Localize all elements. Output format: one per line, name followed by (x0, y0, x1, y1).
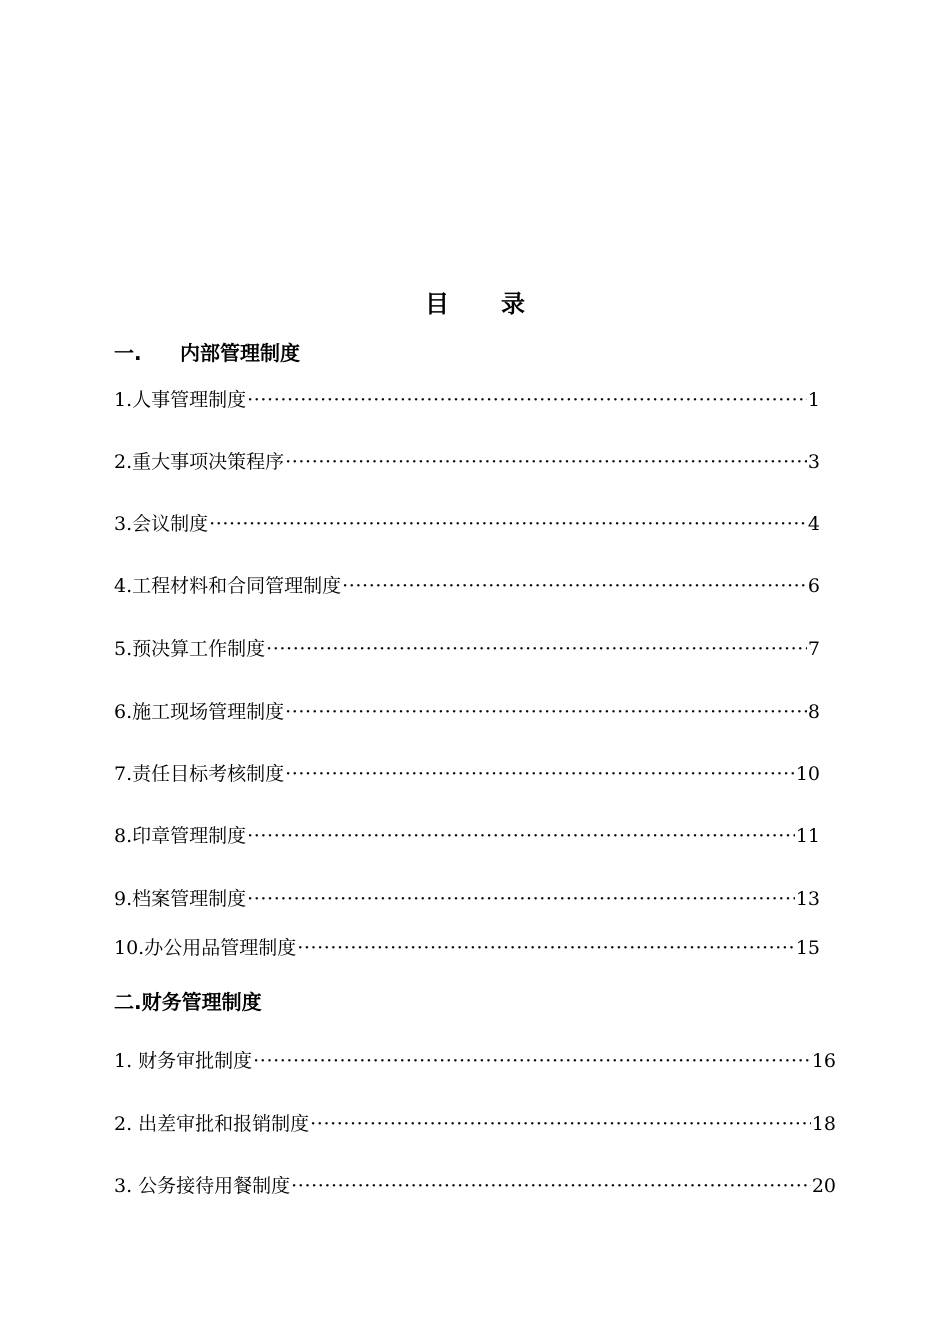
section-number: 二. (114, 990, 142, 1014)
toc-entry-page: 10 (795, 763, 820, 785)
dot-leader (285, 698, 807, 726)
toc-entry-label: 9.档案管理制度 (114, 888, 247, 910)
toc-entry-page: 18 (811, 1113, 836, 1135)
toc-entry[interactable] (114, 934, 820, 962)
section-title: 内部管理制度 (180, 341, 300, 365)
toc-title-char-1: 目 (425, 290, 449, 318)
dot-leader (342, 572, 807, 600)
dot-leader (247, 386, 807, 414)
dot-leader (247, 822, 795, 850)
toc-entry-label: 10.办公用品管理制度 (114, 937, 297, 959)
toc-entry-page: 4 (807, 513, 820, 535)
toc-entry-label: 7.责任目标考核制度 (114, 763, 285, 785)
toc-entry[interactable] (114, 635, 820, 663)
section-heading-internal-management (114, 337, 300, 366)
toc-entry[interactable] (114, 510, 820, 538)
toc-entry-page: 13 (795, 888, 820, 910)
section-number: 一. (114, 341, 142, 365)
toc-entry[interactable] (114, 1047, 836, 1075)
toc-entry[interactable] (114, 386, 820, 414)
dot-leader (285, 448, 807, 476)
toc-entry-label: 3. 公务接待用餐制度 (114, 1175, 291, 1197)
toc-entry[interactable] (114, 572, 820, 600)
toc-entry-label: 1. 财务审批制度 (114, 1050, 253, 1072)
dot-leader (291, 1172, 811, 1200)
toc-entry-label: 2.重大事项决策程序 (114, 451, 285, 473)
toc-entry-page: 8 (807, 701, 820, 723)
dot-leader (285, 760, 795, 788)
toc-entry[interactable] (114, 1172, 836, 1200)
toc-entry[interactable] (114, 448, 820, 476)
section-title: 财务管理制度 (141, 990, 262, 1014)
dot-leader (310, 1110, 811, 1138)
toc-entry-page: 20 (811, 1175, 836, 1197)
toc-entry[interactable] (114, 1110, 836, 1138)
toc-entry-page: 15 (795, 937, 820, 959)
dot-leader (266, 635, 807, 663)
toc-entry-label: 8.印章管理制度 (114, 825, 247, 847)
toc-entry-label: 3.会议制度 (114, 513, 209, 535)
toc-entry-page: 6 (807, 575, 820, 597)
toc-title-char-2: 录 (501, 290, 525, 318)
toc-entry[interactable] (114, 698, 820, 726)
toc-entry-page: 3 (807, 451, 820, 473)
dot-leader (297, 934, 795, 962)
toc-entry[interactable] (114, 822, 820, 850)
toc-entry-label: 5.预决算工作制度 (114, 638, 266, 660)
dot-leader (247, 885, 795, 913)
section-heading-financial-management (114, 986, 262, 1015)
toc-entry[interactable] (114, 760, 820, 788)
toc-entry-label: 4.工程材料和合同管理制度 (114, 575, 342, 597)
toc-entry[interactable] (114, 885, 820, 913)
dot-leader (209, 510, 807, 538)
toc-entry-page: 11 (795, 825, 820, 847)
toc-entry-label: 2. 出差审批和报销制度 (114, 1113, 310, 1135)
toc-entry-page: 16 (811, 1050, 836, 1072)
toc-entry-page: 7 (807, 638, 820, 660)
toc-title (0, 284, 950, 319)
toc-entry-label: 1.人事管理制度 (114, 389, 247, 411)
toc-entry-page: 1 (807, 389, 820, 411)
toc-entry-label: 6.施工现场管理制度 (114, 701, 285, 723)
dot-leader (253, 1047, 811, 1075)
